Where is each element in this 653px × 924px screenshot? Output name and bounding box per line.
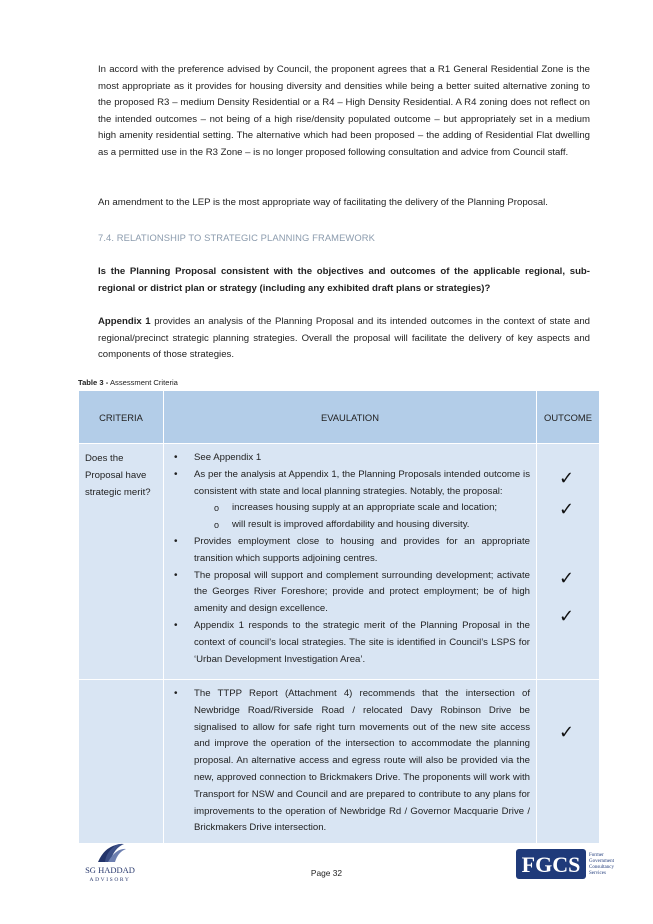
paragraph-appendix bbox=[98, 314, 590, 364]
evaluation-list bbox=[170, 450, 530, 668]
header-evaluation: EVAULATION bbox=[164, 391, 537, 444]
check-icon: ✓ bbox=[559, 468, 575, 489]
list-item-text: As per the analysis at Appendix 1, the Planning Proposals intended outcome is consistent with state and local planning strategies. Notably, the proposal: bbox=[194, 468, 530, 497]
sg-haddad-subtitle: ADVISORY bbox=[89, 877, 131, 883]
evaluation-list bbox=[170, 686, 530, 837]
list-item: • See Appendix 1 bbox=[194, 450, 530, 467]
check-icon: ✓ bbox=[559, 606, 575, 627]
assessment-table bbox=[78, 390, 600, 844]
fgcs-logo-text: FGCS bbox=[521, 852, 581, 877]
criteria-cell bbox=[79, 680, 164, 844]
sub-list-item: o will result is improved affordability and housing diversity. bbox=[232, 517, 530, 534]
list-item: • The TTPP Report (Attachment 4) recommends that the intersection of Newbridge Road/Riverside Road / relocated Davy Robinson Drive be signalised to allow for safe right turn movements out of the new site access and improve the operation of the intersection to accommodate the planning proposal. An alternative access and egress route will also be provided via the new, approved connection to Brickmakers Drive. The proponents will work with Transport for NSW and Council and are prepared to contribute to any plans for improvements to the operation of Newbridge Rd / Governor Macquarie Drive / Brickmakers Drive intersection. bbox=[194, 686, 530, 837]
table-row bbox=[79, 680, 600, 844]
list-item: • Provides employment close to housing and provides for an appropriate transition which supports adjoining centres. bbox=[194, 534, 530, 568]
fgcs-sub-line: Consultancy bbox=[589, 865, 614, 870]
sub-list bbox=[194, 500, 530, 534]
check-icon: ✓ bbox=[559, 722, 575, 743]
evaluation-cell bbox=[164, 680, 537, 844]
strategic-question: Is the Planning Proposal consistent with the objectives and outcomes of the applicable regional, sub-regional or district plan or strategy (including any exhibited draft plans or strategies)? bbox=[98, 266, 590, 294]
list-item: • Appendix 1 responds to the strategic merit of the Planning Proposal in the context of council’s local strategies. The site is identified in Council’s LSPS for ‘Urban Development Investigation Area’. bbox=[194, 618, 530, 668]
sub-list-item: o increases housing supply at an appropriate scale and location; bbox=[232, 500, 530, 517]
check-icon: ✓ bbox=[559, 499, 575, 520]
appendix-text: provides an analysis of the Planning Proposal and its intended outcomes in the context of state and regional/precinct strategic planning strategies. Overall the proposal will facilitate the delivery of key aspects and components of those strategies. bbox=[98, 316, 590, 361]
paragraph-lep-amendment: An amendment to the LEP is the most appropriate way of facilitating the delivery of the Planning Proposal. bbox=[98, 197, 548, 208]
fgcs-logo bbox=[515, 848, 625, 880]
list-item: • The proposal will support and complement surrounding development; activate the Georges River Foreshore; provide and protect employment; be of high amenity and design excellence. bbox=[194, 568, 530, 618]
table-header-row bbox=[79, 391, 600, 444]
fgcs-sub-line: Government bbox=[589, 859, 614, 864]
table-row bbox=[79, 444, 600, 680]
sg-haddad-name: SG HADDAD bbox=[85, 865, 135, 875]
appendix-ref: Appendix 1 bbox=[98, 316, 151, 327]
sg-haddad-emblem bbox=[98, 844, 126, 862]
evaluation-cell bbox=[164, 444, 537, 680]
section-heading: 7.4. RELATIONSHIP TO STRATEGIC PLANNING FRAMEWORK bbox=[98, 232, 375, 243]
page-number: Page 32 bbox=[310, 868, 343, 878]
fgcs-sub-line: Services bbox=[589, 871, 606, 876]
header-outcome: OUTCOME bbox=[537, 391, 600, 444]
list-item bbox=[194, 467, 530, 534]
header-criteria: CRITERIA bbox=[79, 391, 164, 444]
table-caption bbox=[78, 378, 178, 387]
criteria-cell: Does the Proposal have strategic merit? bbox=[79, 444, 164, 680]
table-caption-label: Table 3 - bbox=[78, 378, 109, 387]
outcome-cell bbox=[537, 444, 600, 680]
paragraph-zoning: In accord with the preference advised by Council, the proponent agrees that a R1 General Residential Zone is the most appropriate as it provides for housing diversity and densities while being a better suited alternative zoning to the proposed R3 – medium Density Residential or a R4 – High Density Residential. A R4 zoning does not reflect on the intended outcomes – not being of a high rise/density populated outcome – but appropriately set in a medium high amenity residential setting. The alternative which had been proposed – the adding of Residential Flat dwelling as a permitted use in the R3 Zone – is no longer proposed following consultation and advice from Council staff. bbox=[98, 64, 590, 158]
check-icon: ✓ bbox=[559, 568, 575, 589]
fgcs-sub-line: Former bbox=[589, 853, 604, 858]
table-caption-text: Assessment Criteria bbox=[109, 378, 178, 387]
outcome-cell bbox=[537, 680, 600, 844]
